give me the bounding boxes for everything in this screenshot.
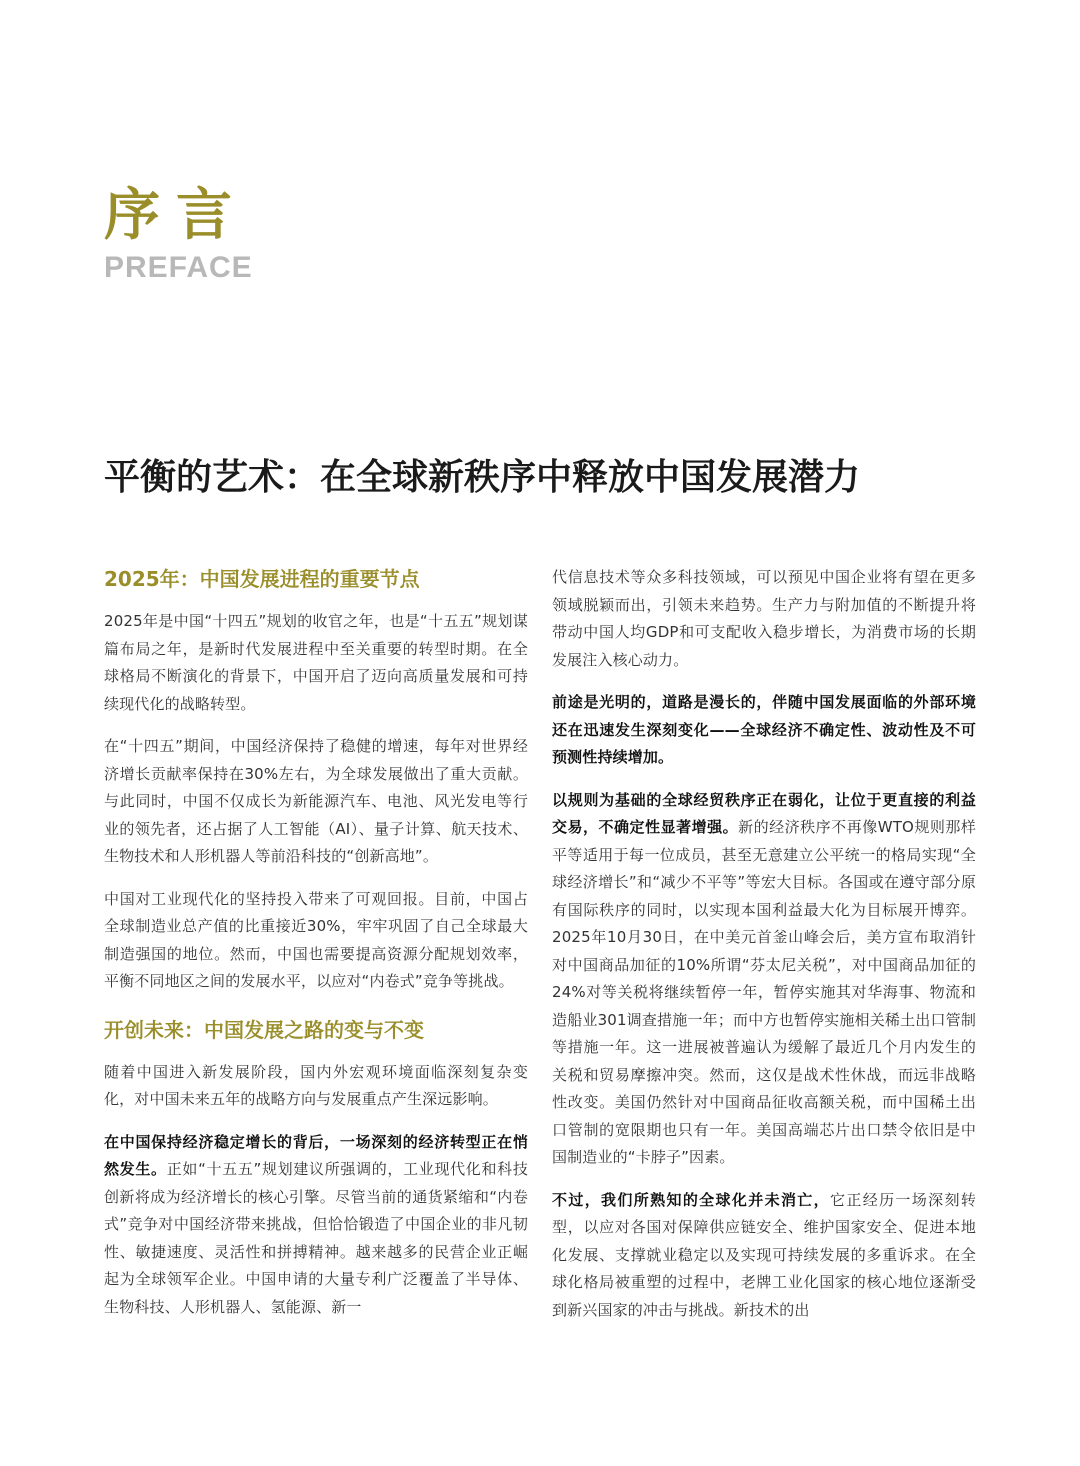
paragraph: 在“十四五”期间，中国经济保持了稳健的增速，每年对世界经济增长贡献率保持在30%左右，为全球发展做出了重大贡献。与此同时，中国不仅成长为新能源汽车、电池、风光发电等行业的领先者，还占据了人工智能（AI）、量子计算、航天技术、生物技术和人形机器人等前沿科技的“创新高地”。 [104, 737, 528, 865]
section-heading-2025: 2025年：中国发展进程的重要节点 [104, 567, 420, 591]
right-column [552, 564, 976, 1339]
paragraph [552, 787, 976, 1172]
paragraph-body: 它正经历一场深刻转型，以应对各国对保障供应链安全、维护国家安全、促进本地化发展、支撑就业稳定以及实现可持续发展的多重诉求。在全球化格局被重塑的过程中，老牌工业化国家的核心地位逐渐受到新兴国家的冲击与挑战。新技术的出 [552, 1190, 976, 1319]
title-english: PREFACE [104, 251, 253, 284]
paragraph: 代信息技术等众多科技领域，可以预见中国企业将有望在更多领域脱颖而出，引领未来趋势。生产力与附加值的不断提升将带动中国人均GDP和可支配收入稳步增长，为消费市场的长期发展注入核心动力。 [552, 568, 976, 669]
section-heading-future: 开创未来：中国发展之路的变与不变 [104, 1017, 424, 1042]
left-column [104, 560, 528, 1336]
paragraph [552, 689, 976, 772]
paragraph-lead-bold: 前途是光明的，道路是漫长的，伴随中国发展面临的外部环境还在迅速发生深刻变化——全球经济不确定性、波动性及不可预测性持续增加。 [552, 693, 976, 766]
paragraph-lead-bold: 不过，我们所熟知的全球化并未消亡， [552, 1190, 831, 1209]
title-chinese: 序言 [104, 183, 248, 248]
paragraph-lead-bold: 以规则为基础的全球经贸秩序正在弱化，让位于更直接的利益交易，不确定性显著增强。 [552, 790, 976, 836]
paragraph: 随着中国进入新发展阶段，国内外宏观环境面临深刻复杂变化，对中国未来五年的战略方向与发展重点产生深远影响。 [104, 1062, 528, 1108]
paragraph-lead-bold: 在中国保持经济稳定增长的背后，一场深刻的经济转型正在悄然发生。 [104, 1132, 528, 1178]
paragraph [104, 1129, 528, 1322]
main-heading: 平衡的艺术：在全球新秩序中释放中国发展潜力 [104, 457, 861, 498]
paragraph [552, 1187, 976, 1325]
paragraph: 2025年是中国“十四五”规划的收官之年，也是“十五五”规划谋篇布局之年，是新时代发展进程中至关重要的转型时期。在全球格局不断演化的背景下，中国开启了迈向高质量发展和可持续现代化的战略转型。 [104, 612, 528, 713]
paragraph-body: 正如“十五五”规划建议所强调的，工业现代化和科技创新将成为经济增长的核心引擎。尽管当前的通货紧缩和“内卷式”竞争对中国经济带来挑战，但恰恰锻造了中国企业的非凡韧性、敏捷速度、灵活性和拼搏精神。越来越多的民营企业正崛起为全球领军企业。中国申请的大量专利广泛覆盖了半导体、生物科技、人形机器人、氢能源、新一 [104, 1160, 528, 1316]
paragraph: 中国对工业现代化的坚持投入带来了可观回报。目前，中国占全球制造业总产值的比重接近30%，牢牢巩固了自己全球最大制造强国的地位。然而，中国也需要提高资源分配规划效率，平衡不同地区之间的发展水平，以应对“内卷式”竞争等挑战。 [104, 889, 528, 990]
paragraph-body: 新的经济秩序不再像WTO规则那样平等适用于每一位成员，甚至无意建立公平统一的格局实现“全球经济增长”和“减少不平等”等宏大目标。各国或在遵守部分原有国际秩序的同时，以实现本国利益最大化为目标展开博弈。2025年10月30日，在中美元首釜山峰会后，美方宣布取消针对中国商品加征的10%所谓“芬太尼关税”，对中国商品加征的24%对等关税将继续暂停一年，暂停实施其对华海事、物流和造船业301调查措施一年；而中方也暂停实施相关稀土出口管制等措施一年。这一进展被普遍认为缓解了最近几个月内发生的关税和贸易摩擦冲突。然而，这仅是战术性休战，而远非战略性改变。美国仍然针对中国商品征收高额关税，而中国稀土出口管制的宽限期也只有一年。美国高端芯片出口禁令依旧是中国制造业的“卡脖子”因素。 [552, 818, 976, 1166]
